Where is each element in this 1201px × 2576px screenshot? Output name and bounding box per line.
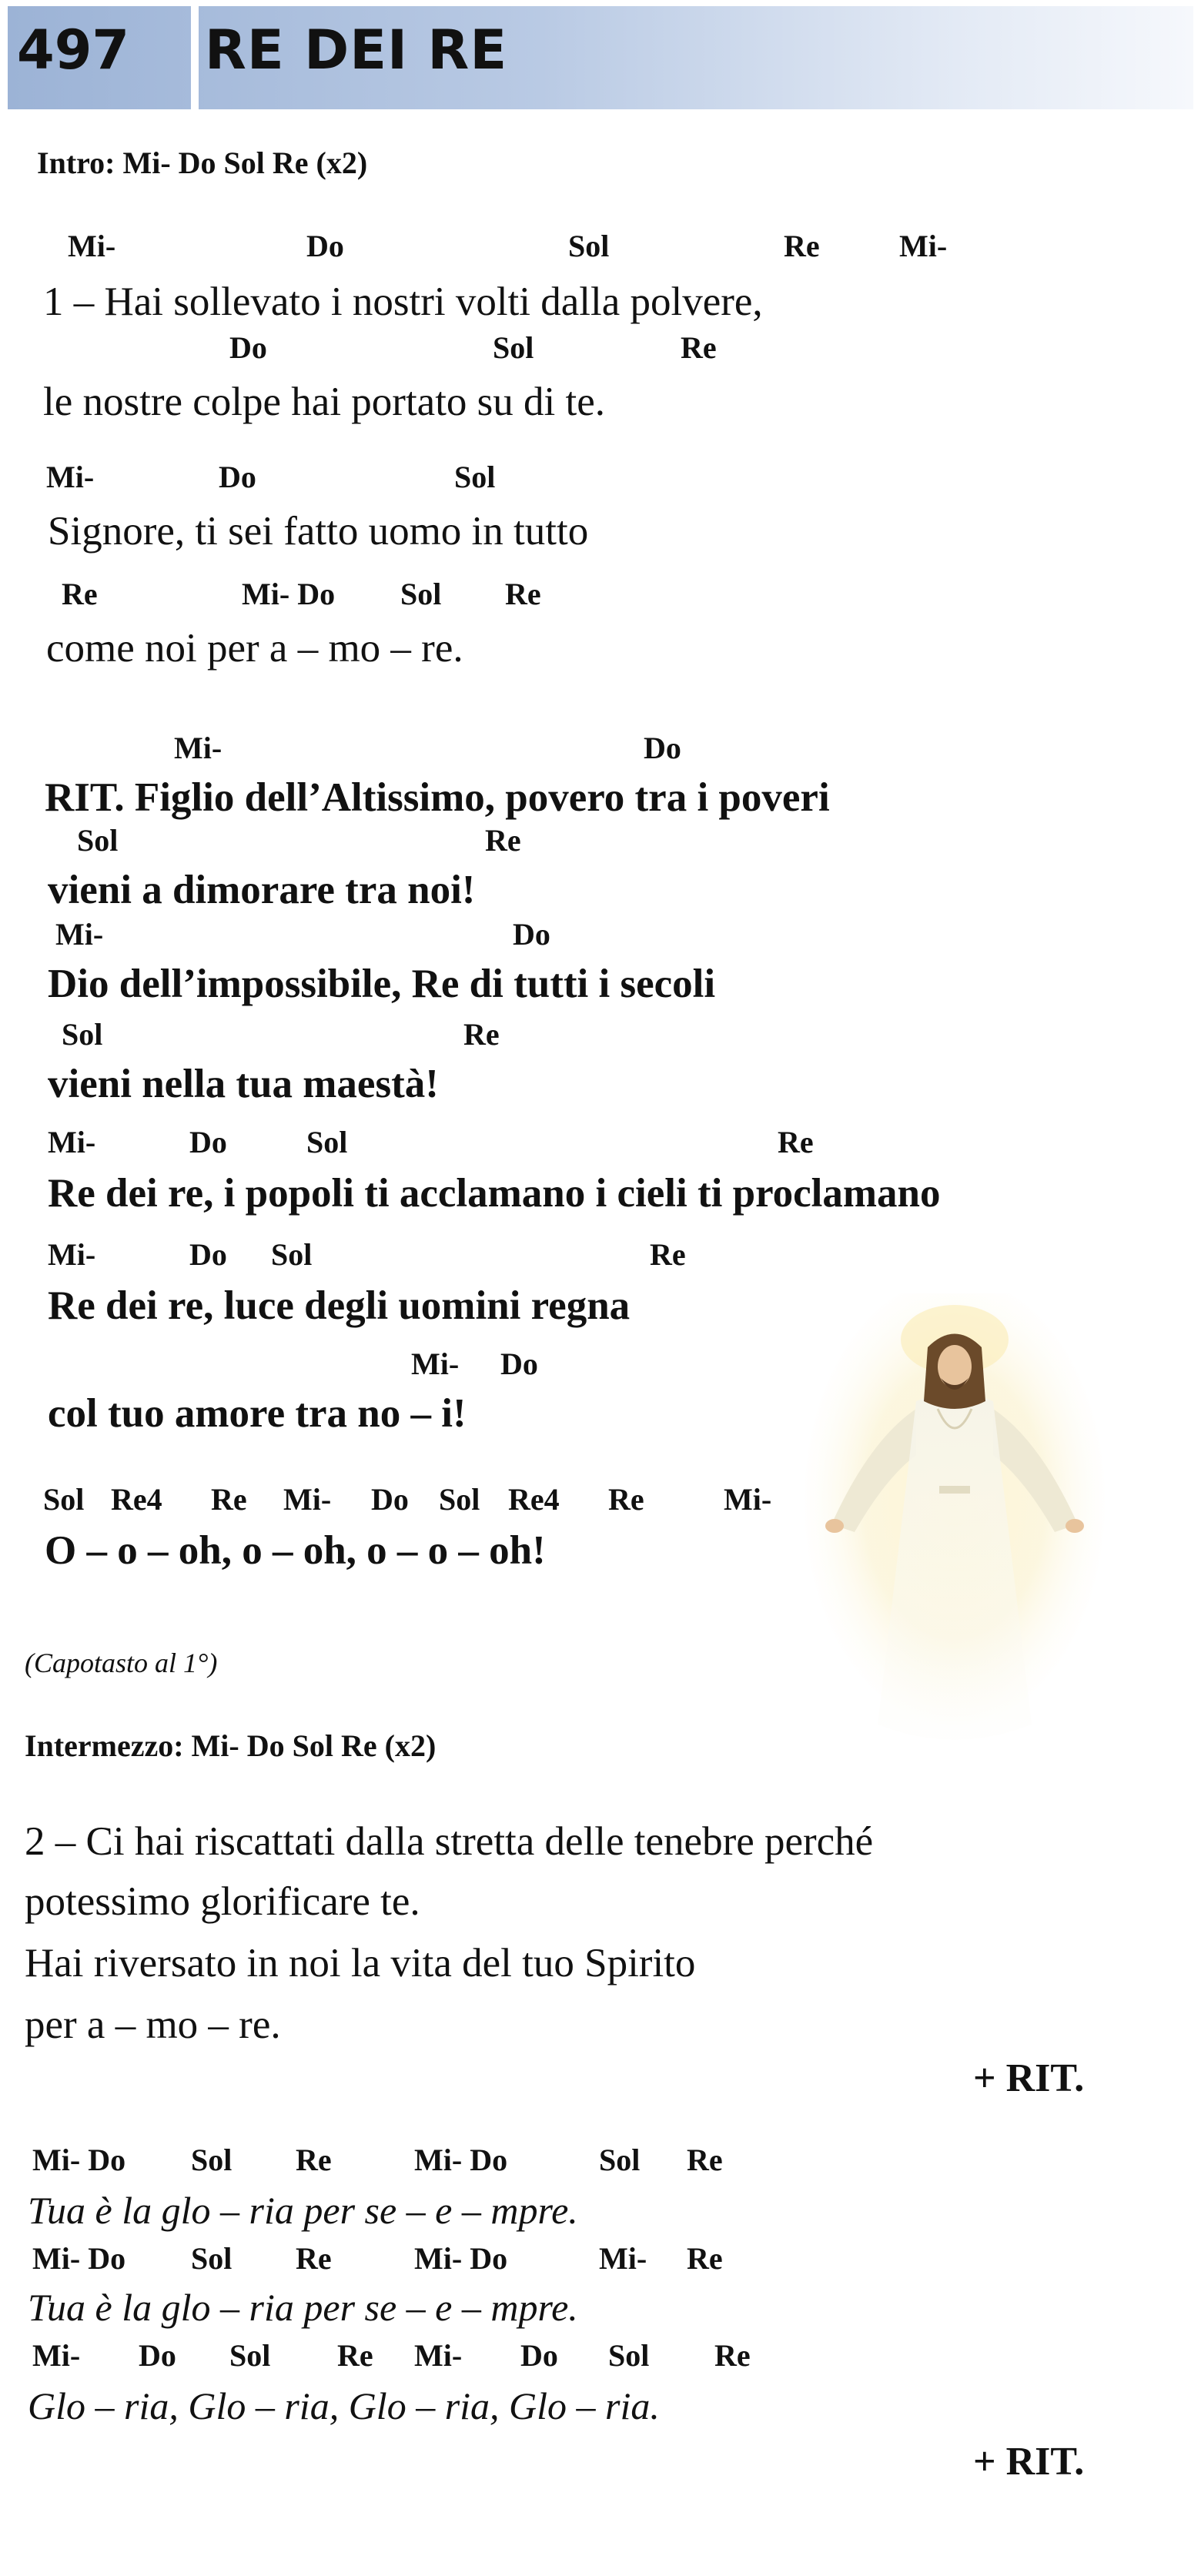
chord: Sol [271,1237,313,1272]
lyric-line: 2 – Ci hai riscattati dalla stretta delle tenebre perché [25,1819,874,1864]
chord: Do [500,1347,538,1381]
chord: Mi- [899,229,948,263]
chord: Mi- [48,1125,96,1159]
intro-label: Intro: Mi- Do Sol Re (x2) [37,146,368,180]
chord: Do [139,2338,176,2373]
chord: Mi- Do [242,577,336,611]
chord: Re [687,2143,723,2177]
chord: Mi- Do [414,2241,508,2276]
chord: Mi- [599,2241,647,2276]
chord: Sol [493,330,534,365]
chord: Re [714,2338,751,2373]
chord: Mi- [724,1482,772,1517]
chord: Re [784,229,820,263]
lyric-line: per a – mo – re. [25,2002,281,2047]
chorus-line: Re dei re, i popoli ti acclamano i cieli ti proclamano [48,1171,941,1216]
song-title: RE DEI RE [205,18,508,82]
chord: Mi- [411,1347,460,1381]
chord: Sol [43,1482,85,1517]
chord: Mi- Do [32,2143,126,2177]
jesus-illustration [801,1293,1109,1755]
lyric-line: potessimo glorificare te. [25,1879,420,1924]
chord: Re [296,2241,332,2276]
chorus-line: col tuo amore tra no – i! [48,1391,467,1436]
chord: Re [650,1237,686,1272]
chord: Mi- [55,917,104,952]
chord: Sol [191,2241,233,2276]
chord: Sol [306,1125,348,1159]
title-banner [8,6,1193,109]
chord: Re [62,577,98,611]
banner-divider [191,6,199,109]
lyric-line: Hai riversato in noi la vita del tuo Spirito [25,1941,696,1986]
chorus-line: vieni a dimorare tra noi! [48,868,476,912]
chord: Do [189,1237,227,1272]
chord: Re [211,1482,247,1517]
chord: Re [687,2241,723,2276]
chord: Sol [229,2338,271,2373]
chorus-repeat-marker: + RIT. [973,2440,1085,2484]
chord: Do [306,229,344,263]
lyric-line: Glo – ria, Glo – ria, Glo – ria, Glo – ria. [28,2384,660,2427]
chorus-line: O – o – oh, o – oh, o – o – oh! [45,1528,546,1573]
chord: Re [337,2338,373,2373]
chorus-line: RIT. Figlio dell’Altissimo, povero tra i poveri [45,775,830,820]
lyric-line: Signore, ti sei fatto uomo in tutto [48,509,589,554]
chorus-line: Re dei re, luce degli uomini regna [48,1283,631,1328]
chord: Mi- Do [414,2143,508,2177]
chord: Re [296,2143,332,2177]
chord: Re4 [111,1482,162,1517]
chord: Re4 [508,1482,560,1517]
chord: Sol [77,823,119,858]
chord: Re [463,1017,500,1052]
lyric-line: Tua è la glo – ria per se – e – mpre. [28,2286,578,2329]
chord: Sol [191,2143,233,2177]
chord: Mi- Do [32,2241,126,2276]
lyric-line: 1 – Hai sollevato i nostri volti dalla polvere, [43,279,763,324]
chord: Re [485,823,521,858]
chord: Re [681,330,717,365]
chord: Sol [439,1482,480,1517]
song-number: 497 [17,18,130,82]
interlude-label: Intermezzo: Mi- Do Sol Re (x2) [25,1728,437,1763]
chord: Sol [568,229,610,263]
chord: Do [520,2338,558,2373]
capo-note: (Capotasto al 1°) [25,1648,218,1678]
chorus-line: vieni nella tua maestà! [48,1062,439,1106]
chorus-repeat-marker: + RIT. [973,2056,1085,2100]
chord: Sol [454,460,496,494]
chord: Do [644,731,681,765]
chord: Mi- [174,731,222,765]
chord: Mi- [414,2338,463,2373]
chord: Do [219,460,256,494]
lyric-line: come noi per a – mo – re. [46,626,463,671]
chord: Sol [400,577,442,611]
chord: Do [229,330,267,365]
chord: Do [371,1482,409,1517]
chorus-line: Dio dell’impossibile, Re di tutti i secoli [48,962,716,1006]
chord: Do [513,917,550,952]
chord: Re [608,1482,644,1517]
chord: Mi- [68,229,116,263]
chord: Do [189,1125,227,1159]
chord: Sol [608,2338,650,2373]
chord: Mi- [48,1237,96,1272]
chord: Re [778,1125,814,1159]
chord: Sol [599,2143,641,2177]
chord: Mi- [32,2338,81,2373]
chord: Mi- [283,1482,332,1517]
lyric-line: Tua è la glo – ria per se – e – mpre. [28,2189,578,2232]
chord: Mi- [46,460,95,494]
chord: Re [505,577,541,611]
lyric-line: le nostre colpe hai portato su di te. [43,380,606,424]
chord: Sol [62,1017,103,1052]
